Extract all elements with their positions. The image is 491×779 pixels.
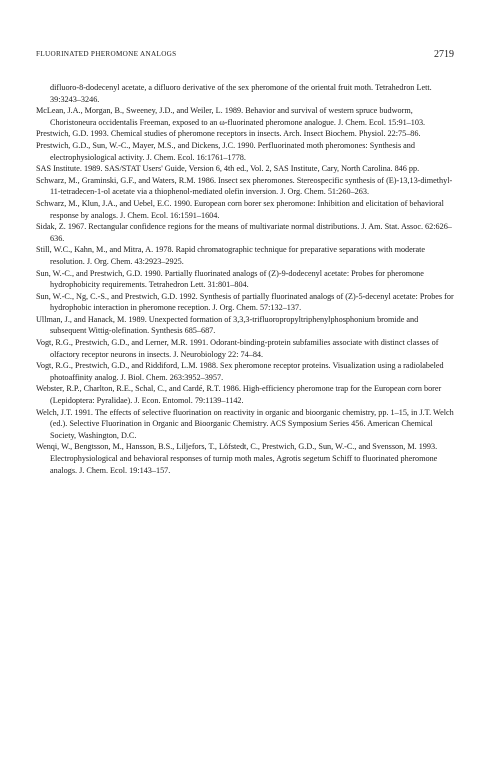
running-head: FLUORINATED PHEROMONE ANALOGS <box>36 50 177 58</box>
reference-entry: Schwarz, M., Graminski, G.F., and Waters, R.M. 1986. Insect sex pheromones. Stereospecific synthesis of (E)-13,13-dimethyl-11-tetradecen-1-ol acetate via a thiophenol-mediated olefin inversion. J. Org. Chem. 51:260–263. <box>36 175 453 197</box>
reference-list <box>36 82 454 476</box>
reference-entry: Sidak, Z. 1967. Rectangular confidence regions for the means of multivariate normal distributions. J. Am. Stat. Assoc. 62:626–636. <box>36 222 452 243</box>
reference-entry: Vogt, R.G., Prestwich, G.D., and Lerner, M.R. 1991. Odorant-binding-protein subfamilies associate with distinct classes of olfactory receptor neurons in insects. J. Neurobiology 22: 74–84. <box>36 338 439 359</box>
reference-entry: Sun, W.-C., Ng, C.-S., and Prestwich, G.D. 1992. Synthesis of partially fluorinated analogs of (Z)-5-decenyl acetate: Probes for hydrophobic interaction in pheromone reception. J. Org. Chem. 57:132–137. <box>36 291 454 313</box>
reference-entry: Ullman, J., and Hanack, M. 1989. Unexpected formation of 3,3,3-trifluoropropyltriphenylphosphonium bromide and subsequent Wittig-olefination. Synthesis 685–687. <box>36 314 419 336</box>
reference-entry: SAS Institute. 1989. SAS/STAT Users' Guide, Version 6, 4th ed., Vol. 2, SAS Institute, Cary, North Carolina. 846 pp. <box>36 164 420 174</box>
reference-entry: Wenqi, W., Bengtsson, M., Hansson, B.S., Liljefors, T., Löfstedt, C., Prestwich, G.D., Sun, W.-C., and Svensson, M. 1993. Electrophysiological and behavioral responses of turnip moth males, Agrotis segetum Schiff to fluorinated pheromone analogs. J. Chem. Ecol. 19:143–157. <box>36 442 438 475</box>
reference-entry: Prestwich, G.D., Sun, W.-C., Mayer, M.S., and Dickens, J.C. 1990. Perfluorinated moth pheromones: Synthesis and electrophysiological activity. J. Chem. Ecol. 16:1761–1778. <box>36 140 415 162</box>
page-header <box>36 50 454 64</box>
page-number: 2719 <box>434 49 454 60</box>
reference-entry: Still, W.C., Kahn, M., and Mitra, A. 1978. Rapid chromatographic technique for preparative separations with moderate resolution. J. Org. Chem. 43:2923–2925. <box>36 245 426 266</box>
reference-entry: Vogt, R.G., Prestwich, G.D., and Riddiford, L.M. 1988. Sex pheromone receptor proteins. Visualization using a radiolabeled photoaffinity analog. J. Biol. Chem. 263:3952–3957. <box>36 361 444 382</box>
reference-entry: Webster, R.P., Charlton, R.E., Schal, C., and Cardé, R.T. 1986. High-efficiency pheromone trap for the European corn borer (Lepidoptera: Pyralidae). J. Econ. Entomol. 79:1139–1142. <box>36 384 442 406</box>
reference-entry: Welch, J.T. 1991. The effects of selective fluorination on reactivity in organic and bioorganic chemistry, pp. 1–15, in J.T. Welch (ed.). Selective Fluorination in Organic and Bioorganic Chemistry. ACS Symposium Series 456. American Chemical Society, Washington, D.C. <box>36 407 454 440</box>
reference-entry: difluoro-8-dodecenyl acetate, a difluoro derivative of the sex pheromone of the oriental fruit moth. Tetrahedron Lett. 39:3243–3246. <box>50 83 432 104</box>
reference-entry: Schwarz, M., Klun, J.A., and Uebel, E.C. 1990. European corn borer sex pheromone: Inhibition and elicitation of behavioral response by analogs. J. Chem. Ecol. 16:1591–1604. <box>36 198 444 220</box>
reference-entry: Prestwich, G.D. 1993. Chemical studies of pheromone receptors in insects. Arch. Insect Biochem. Physiol. 22:75–86. <box>36 129 421 139</box>
reference-entry: McLean, J.A., Morgan, B., Sweeney, J.D., and Weiler, L. 1989. Behavior and survival of western spruce budworm, Choristoneura occidentalis Freeman, exposed to an ω-fluorinated pheromone analogue. J. Chem. Ecol. 15:91–103. <box>36 106 426 127</box>
reference-entry: Sun, W.-C., and Prestwich, G.D. 1990. Partially fluorinated analogs of (Z)-9-dodecenyl acetate: Probes for pheromone hydrophobicity requirements. Tetrahedron Lett. 31:801–804. <box>36 268 424 290</box>
